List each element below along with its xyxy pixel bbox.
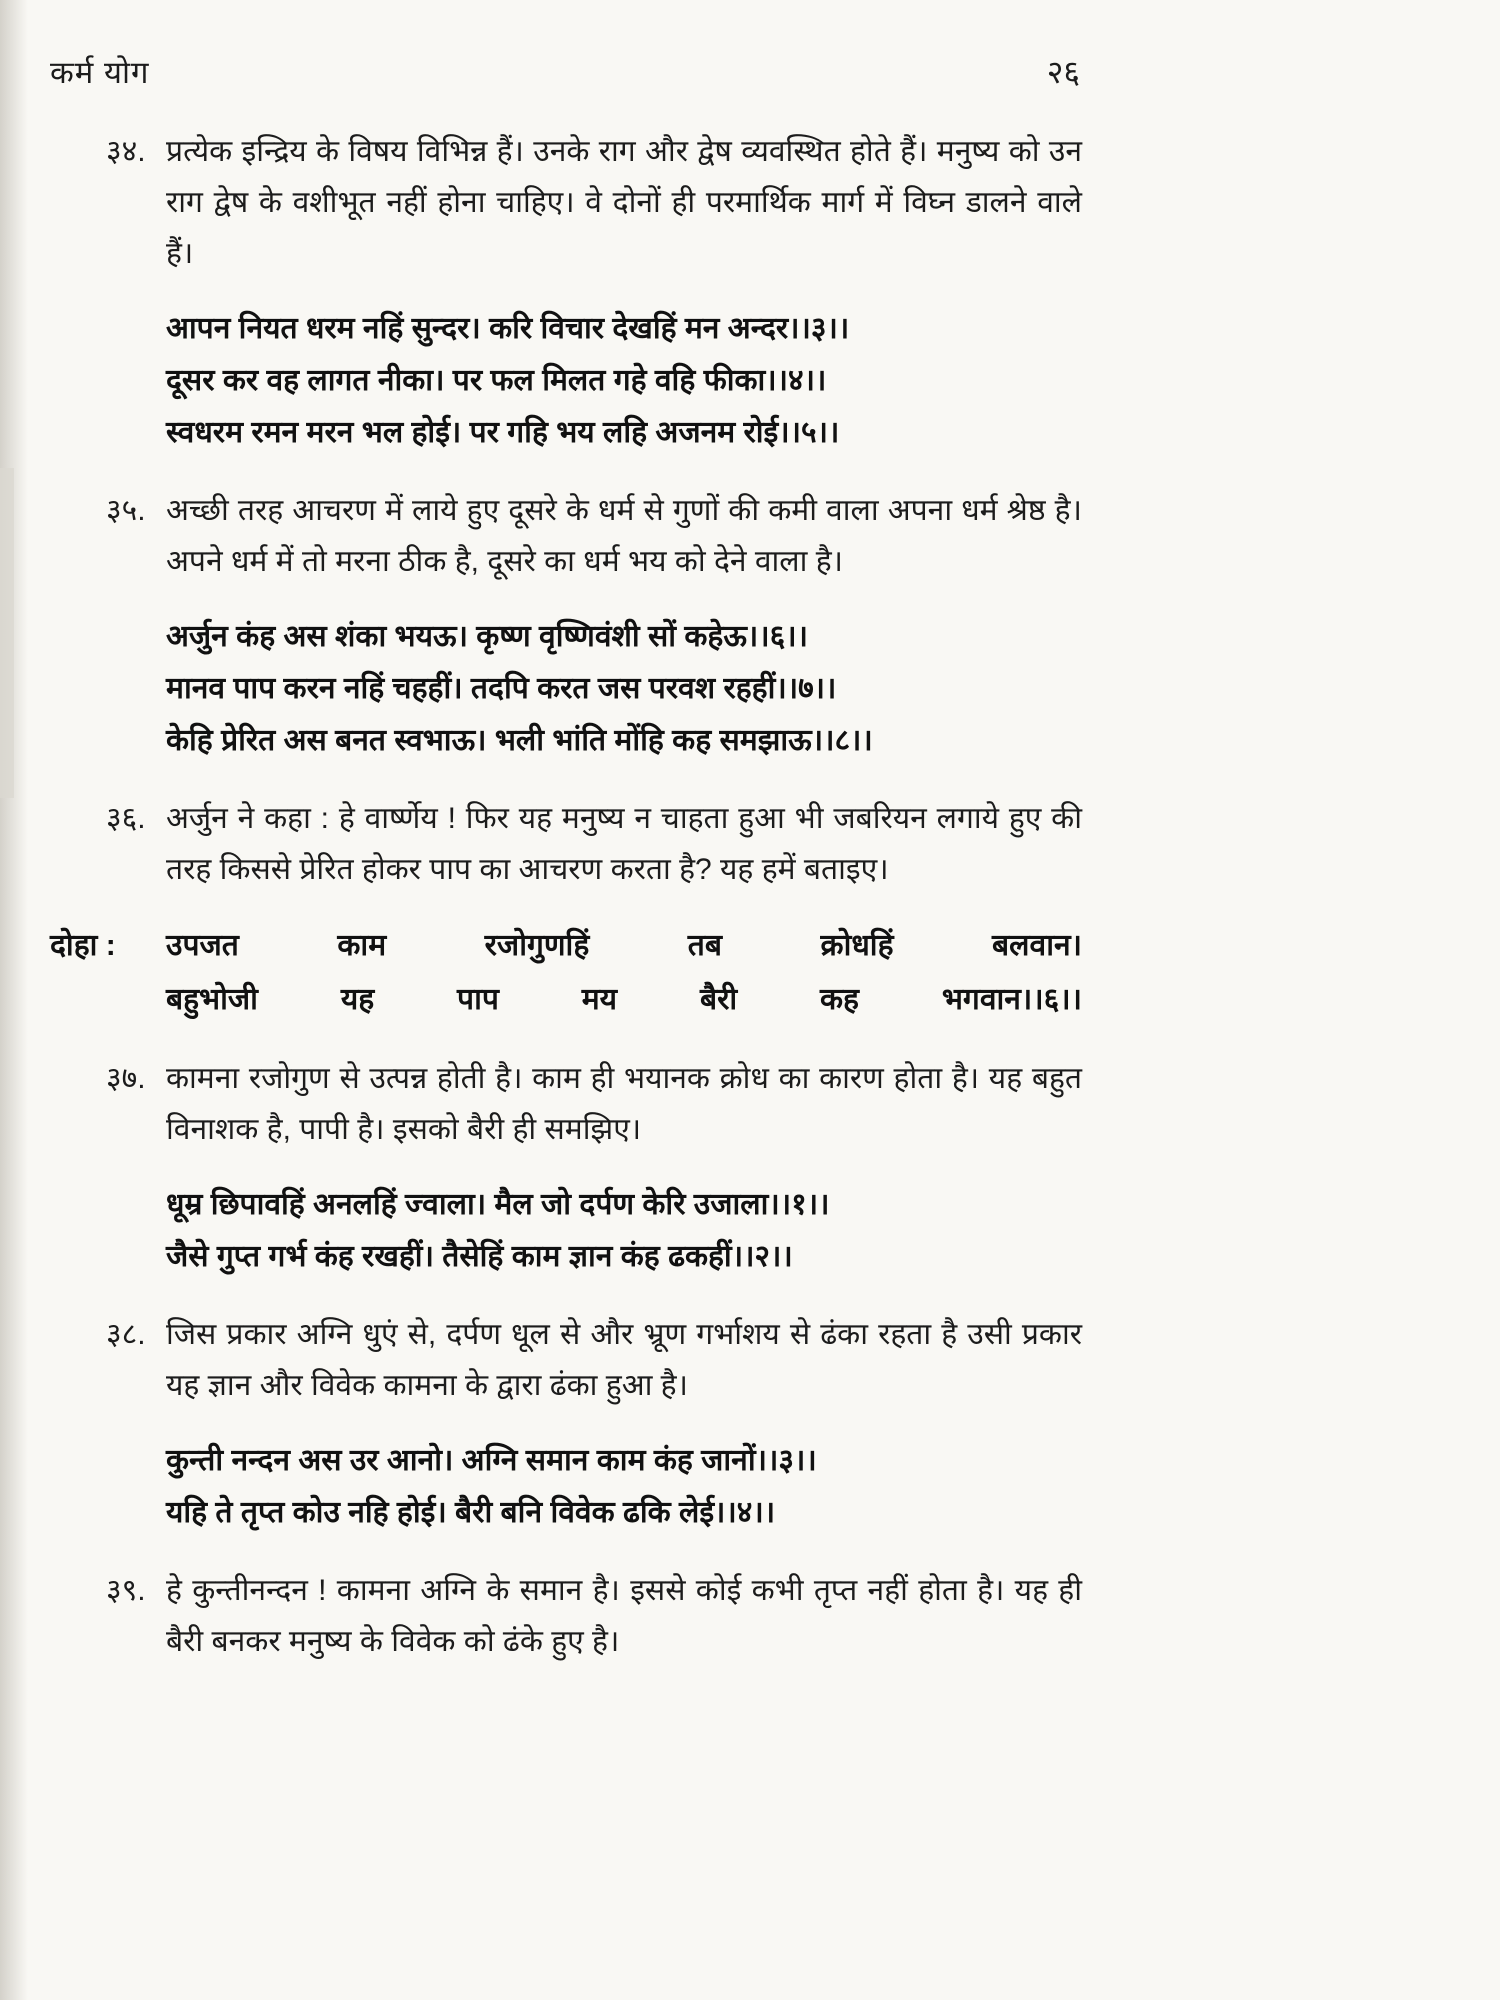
doha-lines bbox=[166, 919, 1082, 1027]
paragraph-text: जिस प्रकार अग्नि धुएं से, दर्पण धूल से और भ्रूण गर्भाशय से ढंका रहता है उसी प्रकार यह ज्ञान और विवेक कामना के द्वारा ढंका हुआ है। bbox=[166, 1318, 1082, 1402]
verse-line: दूसर कर वह लागत नीका। पर फल मिलत गहे वहि फीका।।४।। bbox=[166, 364, 827, 397]
page-header bbox=[50, 50, 1080, 93]
verse-line: मानव पाप करन नहिं चहहीं। तदपि करत जस परवश रहहीं।।७।। bbox=[166, 672, 837, 705]
paragraph-35 bbox=[50, 485, 1082, 587]
verse-group-3 bbox=[166, 1179, 1082, 1283]
paragraph-text: हे कुन्तीनन्दन ! कामना अग्नि के समान है। इससे कोई कभी तृप्त नहीं होता है। यह ही बैरी बनकर मनुष्य के विवेक को ढंके हुए है। bbox=[166, 1574, 1082, 1658]
doha-block bbox=[50, 919, 1082, 1027]
verse-line: जैसे गुप्त गर्भ कंह रखहीं। तैसेहिं काम ज्ञान कंह ढकहीं।।२।। bbox=[166, 1240, 793, 1273]
paragraph-number: ३६. bbox=[106, 802, 146, 835]
verse-line: स्वधरम रमन मरन भल होई। पर गहि भय लहि अजनम रोई।।५।। bbox=[166, 416, 840, 449]
paragraph-38 bbox=[50, 1309, 1082, 1411]
paragraph-text: कामना रजोगुण से उत्पन्न होती है। काम ही भयानक क्रोध का कारण होता है। यह बहुत विनाशक है, पापी है। इसको बैरी ही समझिए। bbox=[166, 1062, 1082, 1146]
paragraph-number: ३८. bbox=[106, 1318, 146, 1351]
paragraph-number: ३५. bbox=[106, 494, 146, 527]
paragraph-number: ३७. bbox=[106, 1062, 146, 1095]
doha-label: दोहा : bbox=[50, 929, 116, 962]
paragraph-36 bbox=[50, 793, 1082, 895]
verse-line: धूम्र छिपावहिं अनलहिं ज्वाला। मैल जो दर्पण केरि उजाला।।१।। bbox=[166, 1188, 830, 1221]
paragraph-37 bbox=[50, 1053, 1082, 1155]
verse-group-4 bbox=[166, 1435, 1082, 1539]
verse-group-1 bbox=[166, 303, 1082, 459]
page-content bbox=[50, 126, 1082, 1691]
binding-shadow bbox=[0, 0, 28, 2000]
doha-line: बहुभोजी यह पाप मय बैरी कह भगवान।।६।। bbox=[166, 983, 1082, 1016]
doha-line: उपजत काम रजोगुणहिं तब क्रोधहिं बलवान। bbox=[166, 929, 1082, 962]
page-number: २६ bbox=[1046, 54, 1080, 90]
paragraph-number: ३९. bbox=[106, 1574, 146, 1607]
verse-line: यहि ते तृप्त कोउ नहि होई। बैरी बनि विवेक ढकि लेई।।४।। bbox=[166, 1496, 776, 1529]
paragraph-39 bbox=[50, 1565, 1082, 1667]
verse-line: अर्जुन कंह अस शंका भयऊ। कृष्ण वृष्णिवंशी सों कहेऊ।।६।। bbox=[166, 620, 808, 653]
verse-line: कुन्ती नन्दन अस उर आनो। अग्नि समान काम कंह जानों।।३।। bbox=[166, 1444, 817, 1477]
chapter-title: कर्म योग bbox=[50, 55, 150, 90]
paragraph-text: अर्जुन ने कहा : हे वार्ष्णेय ! फिर यह मनुष्य न चाहता हुआ भी जबरियन लगाये हुए की तरह किससे प्रेरित होकर पाप का आचरण करता है? यह हमें बताइए। bbox=[166, 802, 1082, 886]
paragraph-text: प्रत्येक इन्द्रिय के विषय विभिन्न हैं। उनके राग और द्वेष व्यवस्थित होते हैं। मनुष्य को उन राग द्वेष के वशीभूत नहीं होना चाहिए। वे दोनों ही परमार्थिक मार्ग में विघ्न डालने वाले हैं। bbox=[166, 135, 1082, 270]
verse-line: आपन नियत धरम नहिं सुन्दर। करि विचार देखहिं मन अन्दर।।३।। bbox=[166, 312, 850, 345]
paragraph-34 bbox=[50, 126, 1082, 279]
verse-group-2 bbox=[166, 611, 1082, 767]
verse-line: केहि प्रेरित अस बनत स्वभाऊ। भली भांति मोंहि कह समझाऊ।।८।। bbox=[166, 724, 873, 757]
paragraph-number: ३४. bbox=[106, 135, 146, 168]
paragraph-text: अच्छी तरह आचरण में लाये हुए दूसरे के धर्म से गुणों की कमी वाला अपना धर्म श्रेष्ठ है। अपने धर्म में तो मरना ठीक है, दूसरे का धर्म भय को देने वाला है। bbox=[166, 494, 1082, 578]
scan-edge-artifact bbox=[0, 468, 14, 798]
